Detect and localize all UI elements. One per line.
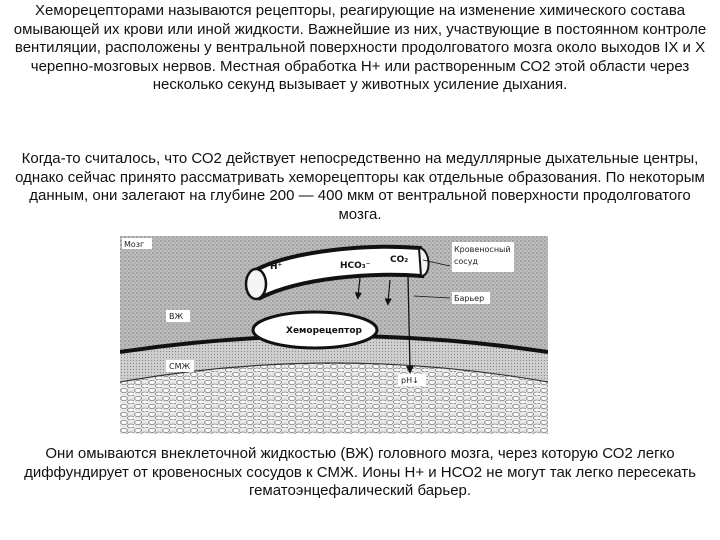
label-co2: CO₂ — [390, 255, 409, 265]
chemoreceptor-diagram — [120, 236, 548, 434]
label-ecf: ВЖ — [169, 312, 184, 321]
intro-paragraph: Хеморецепторами называются рецепторы, реагирующие на изменение химического состава омывающей их крови или иной жидкости. Важнейшие из них, участвующие в постоянном контроле вентиляции, расположены у вентральной поверхности продолговатого мозга около выходов IX и X черепно-мозговых нервов. Местная обработка Н+ или растворенным СО2 этой области через несколько секунд вызывает у животных усиление дыхания. — [13, 2, 707, 93]
label-h-ion: H⁺ — [270, 262, 283, 272]
label-barrier: Барьер — [454, 294, 485, 303]
label-vessel-1: Кровеносный — [454, 245, 511, 254]
diffusion-paragraph: Они омываются внеклеточной жидкостью (ВЖ) головного мозга, через которую СО2 легко диффундирует от кровеносных сосудов к СМЖ. Ионы Н+ и НСО2 не могут так легко пересекать гематоэнцефалический барьер. — [24, 445, 696, 499]
label-brain: Мозг — [124, 240, 145, 249]
label-chemoreceptor: Хеморецептор — [286, 326, 362, 336]
label-hco3: HCO₃⁻ — [340, 261, 371, 271]
label-vessel-2: сосуд — [454, 257, 478, 266]
label-csf: СМЖ — [169, 362, 191, 371]
cell-layer — [120, 363, 548, 434]
history-paragraph: Когда-то считалось, что СО2 действует непосредственно на медуллярные дыхательные центры, однако сейчас принято рассматривать хеморецепторы как отдельные образования. По некоторым данным, они залегают на глубине 200 — 400 мкм от вентральной поверхности продолговатого мозга. — [15, 150, 705, 223]
label-ph: pH↓ — [401, 376, 419, 385]
